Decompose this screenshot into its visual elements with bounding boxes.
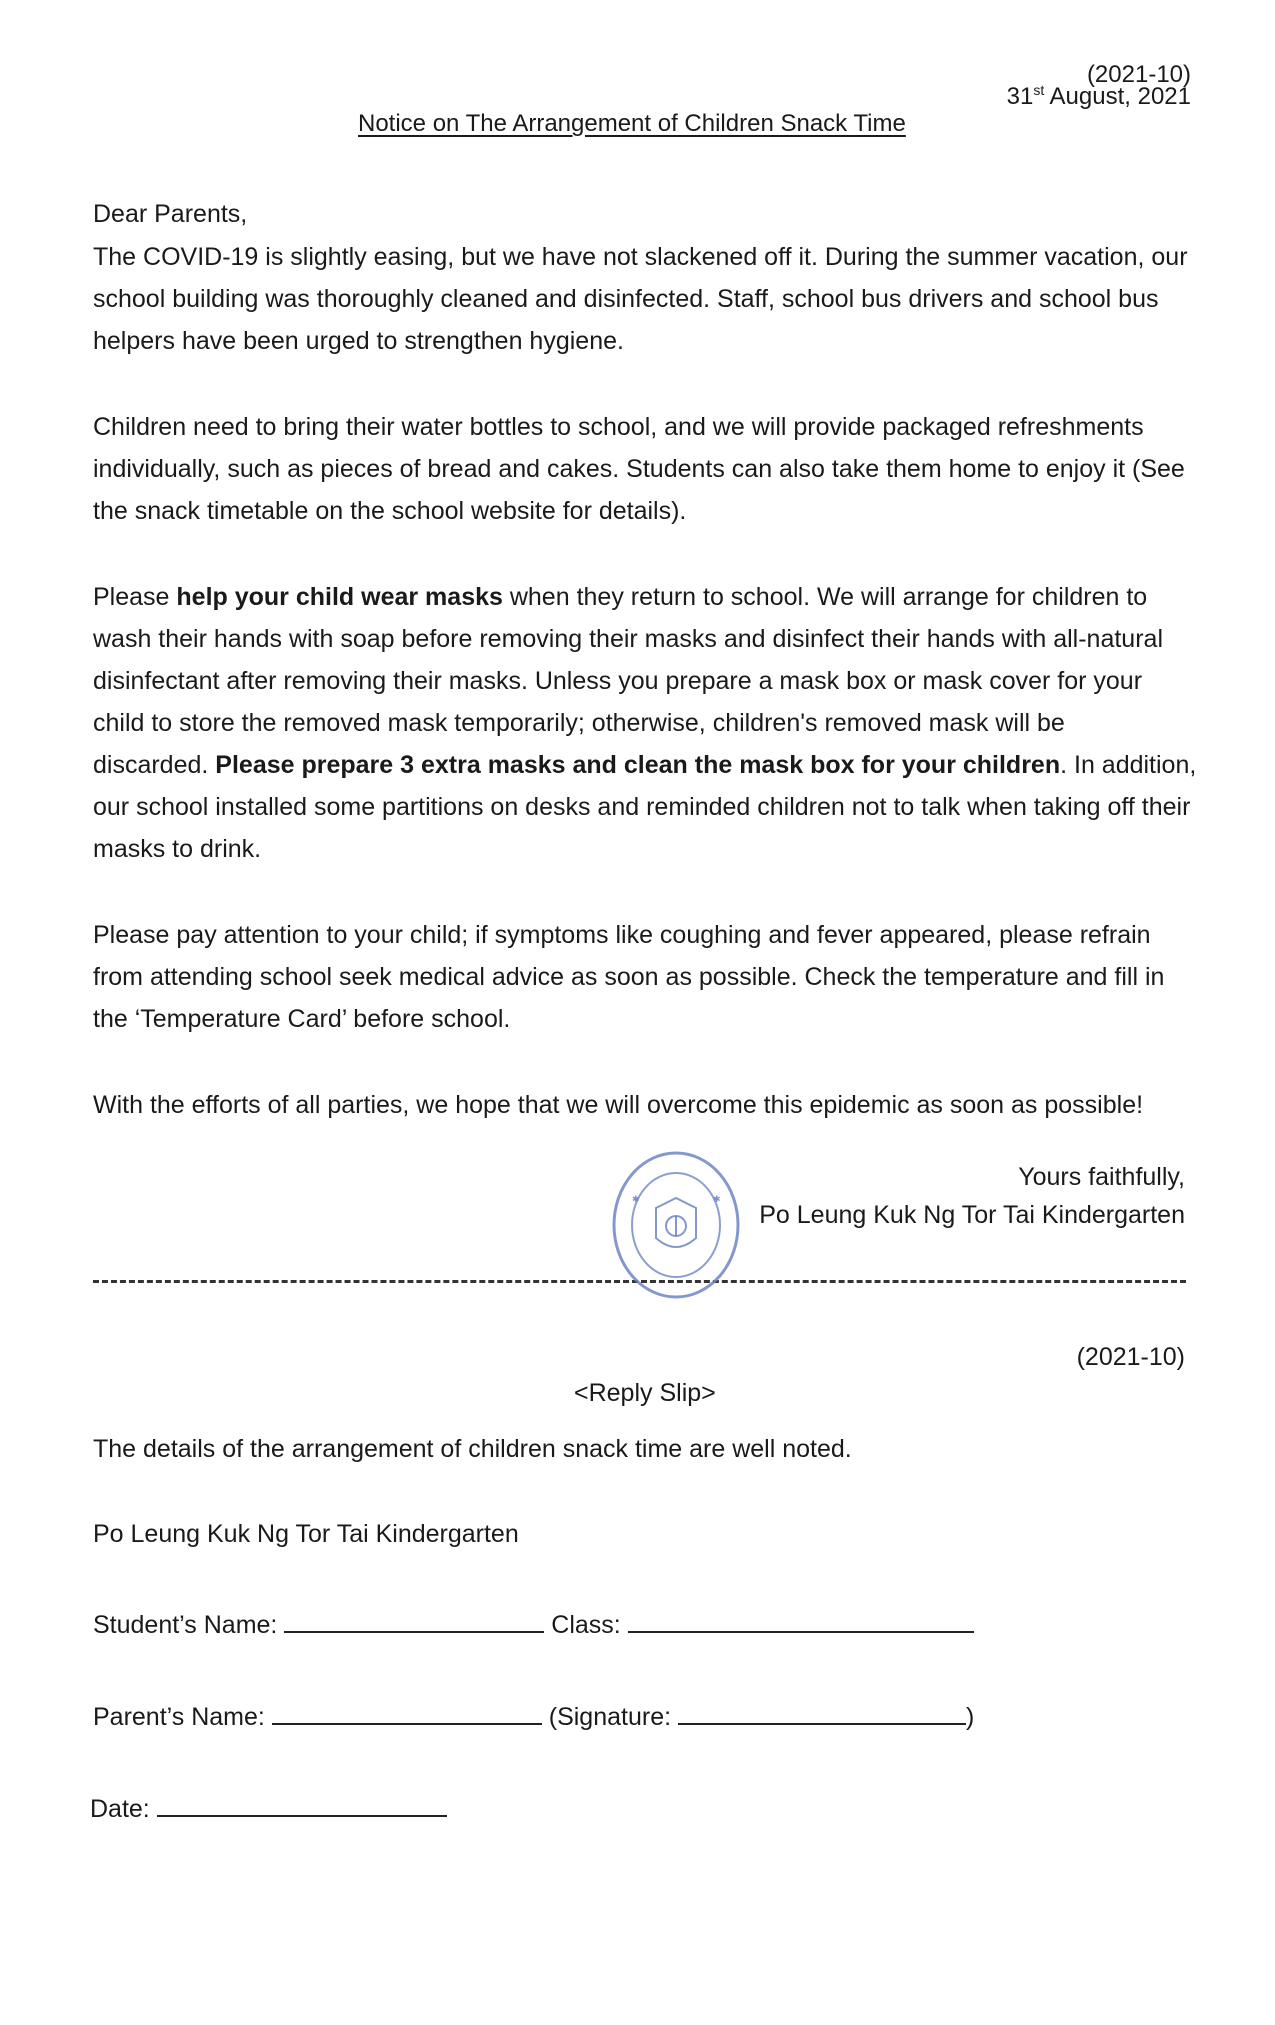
paragraph-2-line: Children need to bring their water bottles to school, and we will provide packaged refreshments <box>93 413 1144 441</box>
paragraph-4 <box>93 914 1164 1040</box>
signatory: Po Leung Kuk Ng Tor Tai Kindergarten <box>759 1201 1185 1229</box>
class-label: Class: <box>551 1611 621 1639</box>
date-label: Date: <box>90 1795 150 1823</box>
parent-name-field[interactable] <box>272 1701 542 1725</box>
svg-text:✱: ✱ <box>632 1195 640 1205</box>
date-field[interactable] <box>157 1793 447 1817</box>
reply-slip-ref-number: (2021-10) <box>1076 1343 1185 1371</box>
notice-ref-number: (2021-10) <box>1086 61 1191 88</box>
paragraph-2-line: individually, such as pieces of bread and cakes. Students can also take them home to enjoy it (See <box>93 455 1185 483</box>
p3-text: when they return to school. We will arrange for children to <box>502 583 1148 611</box>
paragraph-3-line <box>93 576 1196 618</box>
paragraph-1-line: school building was thoroughly cleaned and disinfected. Staff, school bus drivers and school bus <box>93 285 1159 313</box>
p3-bold-prepare: Please prepare 3 extra masks and clean the mask box for your children <box>215 751 1061 779</box>
date-month-year: August, 2021 <box>1044 83 1191 110</box>
p3-text: . In addition, <box>1060 751 1197 779</box>
paragraph-1-line: The COVID-19 is slightly easing, but we have not slackened off it. During the summer vacation, our <box>93 243 1188 271</box>
paragraph-3-line: our school installed some partitions on desks and reminded children not to talk when taking off their <box>93 793 1191 821</box>
paragraph-2 <box>93 406 1185 532</box>
paragraph-4-line: Please pay attention to your child; if symptoms like coughing and fever appeared, please refrain <box>93 921 1151 949</box>
notice-date <box>1007 82 1191 112</box>
paragraph-1-line: helpers have been urged to strengthen hygiene. <box>93 327 624 355</box>
school-stamp <box>610 1150 742 1300</box>
student-name-label: Student’s Name: <box>93 1611 278 1639</box>
paragraph-3-line: masks to drink. <box>93 835 262 863</box>
svg-text:✱: ✱ <box>713 1195 721 1205</box>
paragraph-2-line: the snack timetable on the school website for details). <box>93 497 687 525</box>
p3-bold-masks: help your child wear masks <box>176 583 503 611</box>
date-day: 31 <box>1006 83 1034 110</box>
date-row <box>90 1788 447 1830</box>
paragraph-3 <box>93 576 1196 870</box>
class-field[interactable] <box>628 1609 974 1633</box>
reply-slip-heading: <Reply Slip> <box>574 1379 716 1407</box>
paragraph-3-line: child to store the removed mask temporarily; otherwise, children's removed mask will be <box>93 709 1065 737</box>
paragraph-4-line: the ‘Temperature Card’ before school. <box>93 1005 511 1033</box>
paragraph-3-line: wash their hands with soap before removing their masks and disinfect their hands with all-natural <box>93 625 1163 653</box>
paragraph-1 <box>93 236 1188 362</box>
paragraph-5: With the efforts of all parties, we hope that we will overcome this epidemic as soon as possible! <box>93 1091 1144 1119</box>
signature-close-paren: ) <box>966 1703 975 1731</box>
reply-slip-school: Po Leung Kuk Ng Tor Tai Kindergarten <box>93 1520 519 1548</box>
signature-label: (Signature: <box>548 1703 672 1731</box>
notice-title: Notice on The Arrangement of Children Snack Time <box>358 110 906 137</box>
reply-slip-statement: The details of the arrangement of children snack time are well noted. <box>93 1435 852 1463</box>
parent-name-label: Parent’s Name: <box>93 1703 265 1731</box>
school-stamp-icon <box>610 1150 742 1300</box>
closing: Yours faithfully, <box>1018 1163 1185 1191</box>
parent-name-row <box>93 1696 974 1738</box>
p3-text: discarded. <box>93 751 216 779</box>
paragraph-3-line: disinfectant after removing their masks. Unless you prepare a mask box or mask cover for your <box>93 667 1143 695</box>
date-suffix: st <box>1033 82 1045 98</box>
salutation: Dear Parents, <box>93 200 248 228</box>
p3-text: Please <box>93 583 177 611</box>
signature-field[interactable] <box>678 1701 966 1725</box>
student-name-row <box>93 1604 974 1646</box>
paragraph-4-line: from attending school seek medical advice as soon as possible. Check the temperature and fill in <box>93 963 1165 991</box>
student-name-field[interactable] <box>284 1609 544 1633</box>
paragraph-3-line <box>93 744 1196 786</box>
